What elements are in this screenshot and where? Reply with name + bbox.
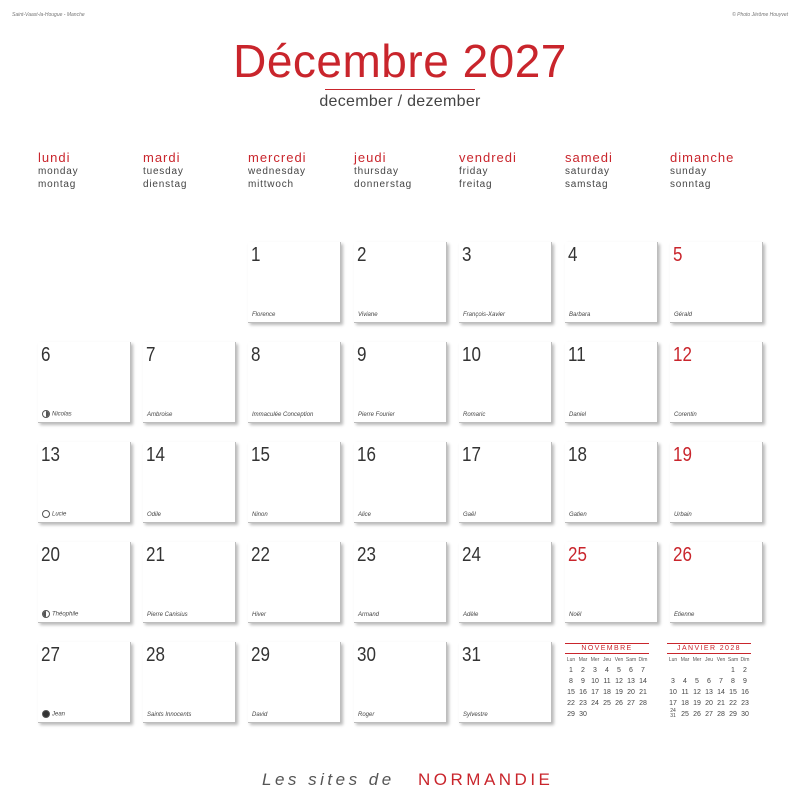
day-cell[interactable] [354, 342, 447, 423]
mini-day: 5 [617, 667, 621, 674]
day-number: 5 [673, 244, 683, 266]
weekday-label-fr: vendredi [459, 150, 517, 165]
saint-name [674, 512, 692, 518]
mini-day: 30 [579, 711, 587, 718]
day-number: 13 [41, 444, 60, 466]
saint-label: Théophile [52, 611, 79, 618]
footer-brand: NORMANDIE [418, 770, 554, 789]
mini-weekday-label: Sam [727, 657, 739, 663]
mini-day: 29 [729, 711, 737, 718]
mini-weekday-label: Mar [578, 657, 588, 663]
mini-calendar-grid [667, 656, 751, 720]
weekday-label-de: donnerstag [354, 179, 413, 190]
weekday-label-de: sonntag [670, 179, 712, 190]
mini-day: 11 [603, 678, 611, 685]
day-number: 23 [357, 544, 376, 566]
saint-label: Gaël [463, 512, 476, 518]
title-block [0, 34, 800, 111]
mini-day: 29 [567, 711, 575, 718]
day-number: 30 [357, 644, 376, 666]
weekday-label-fr: samedi [565, 150, 613, 165]
mini-day: 16 [741, 689, 749, 696]
saint-label: Nicolas [52, 411, 72, 418]
saint-label: Ninon [252, 512, 268, 518]
mini-day: 2 [581, 667, 585, 674]
day-number: 11 [568, 344, 586, 366]
saint-label: Sylvestre [463, 712, 488, 718]
mini-day: 19 [693, 700, 701, 707]
mini-day: 12 [693, 689, 701, 696]
saint-label: Viviane [358, 312, 378, 318]
mini-day [715, 665, 727, 676]
day-cell[interactable] [354, 542, 447, 623]
mini-weekday-label: Ven [614, 657, 624, 663]
photo-credit: © Photo Jérôme Houyvet [732, 12, 788, 18]
saint-label: Odile [147, 512, 162, 518]
saint-label: Immaculée Conception [252, 412, 314, 418]
mini-day: 22 [729, 700, 737, 707]
saint-label: Florence [252, 312, 276, 318]
saint-name [358, 312, 378, 318]
day-cell[interactable] [565, 442, 658, 523]
mini-day [703, 665, 715, 676]
title-underline [325, 89, 475, 90]
mini-weekday-label: Dim [638, 657, 648, 663]
mini-day: 24 [591, 700, 599, 707]
mini-calendar [565, 643, 649, 720]
mini-weekday-label: Mer [692, 657, 702, 663]
weekday-label-en: monday [38, 166, 79, 177]
mini-day: 25 [681, 711, 689, 718]
mini-weekday-label: Ven [716, 657, 726, 663]
mini-day: 2 [743, 667, 747, 674]
mini-day: 27 [705, 711, 713, 718]
day-number: 17 [462, 444, 481, 466]
page-subtitle: december / dezember [319, 93, 481, 110]
mini-weekday-label: Dim [740, 657, 750, 663]
mini-weekday-label: Mar [680, 657, 690, 663]
saint-name [252, 312, 275, 318]
weekday-label-fr: mercredi [248, 150, 307, 165]
mini-day: 10 [591, 678, 599, 685]
weekday-label-de: dienstag [143, 179, 188, 190]
mini-day: 26 [615, 700, 623, 707]
weekday-label-de: montag [38, 179, 77, 190]
mini-calendar-title: JANVIER 2028 [667, 643, 751, 654]
mini-day: 19 [615, 689, 623, 696]
saint-label: Saints Innocents [147, 712, 192, 718]
saint-label: Romaric [463, 412, 486, 418]
mini-day [589, 709, 601, 720]
day-number: 27 [41, 644, 60, 666]
mini-calendar-grid [565, 656, 649, 720]
last-quarter-moon-icon [42, 610, 50, 618]
weekday-label-de: freitag [459, 179, 493, 190]
weekday-label-en: saturday [565, 166, 610, 177]
mini-day: 12 [615, 678, 623, 685]
first-quarter-moon-icon [42, 410, 50, 418]
day-number: 4 [568, 244, 578, 266]
saint-label: Roger [358, 712, 375, 718]
weekday-label-en: friday [459, 166, 489, 177]
mini-day: 8 [569, 678, 573, 685]
mini-day: 9 [743, 678, 747, 685]
saint-name [463, 512, 476, 518]
weekday-header-wednesday [248, 150, 348, 191]
mini-day: 6 [707, 678, 711, 685]
weekday-label-en: tuesday [143, 166, 184, 177]
saint-name [252, 412, 313, 418]
weekday-label-fr: jeudi [354, 150, 387, 165]
mini-day: 3 [593, 667, 597, 674]
weekday-label-en: sunday [670, 166, 708, 177]
day-cell[interactable] [143, 542, 236, 623]
mini-day: 8 [731, 678, 735, 685]
saint-name [569, 412, 586, 418]
saint-label: Daniel [569, 412, 587, 418]
day-cell[interactable] [459, 242, 552, 323]
weekday-label-fr: dimanche [670, 150, 735, 165]
day-number: 24 [462, 544, 481, 566]
mini-calendar-title: NOVEMBRE [565, 643, 649, 654]
saint-name [463, 312, 505, 318]
saint-label: Adèle [463, 612, 479, 618]
mini-day: 23 [579, 700, 587, 707]
day-cell[interactable] [38, 442, 131, 523]
day-cell[interactable] [248, 242, 341, 323]
saint-name [358, 512, 371, 518]
mini-day [667, 665, 679, 676]
mini-day [613, 709, 625, 720]
weekday-header-tuesday [143, 150, 243, 191]
day-number: 20 [41, 544, 60, 566]
day-cell[interactable] [143, 642, 236, 723]
day-cell[interactable] [248, 442, 341, 523]
saint-label: Gérald [674, 312, 693, 318]
weekday-label-de: mittwoch [248, 179, 294, 190]
day-cell[interactable] [565, 542, 658, 623]
saint-name [569, 512, 587, 518]
mini-day: 28 [639, 700, 647, 707]
saint-name [674, 412, 697, 418]
saint-label: Ambroise [147, 412, 173, 418]
mini-day: 25 [603, 700, 611, 707]
day-number: 31 [462, 644, 481, 666]
mini-day [637, 709, 649, 720]
mini-weekday-label: Lun [566, 657, 576, 663]
weekday-label-en: wednesday [248, 166, 306, 177]
day-cell[interactable] [38, 342, 131, 423]
mini-day: 17 [669, 700, 677, 707]
mini-day: 20 [627, 689, 635, 696]
day-cell[interactable] [670, 242, 763, 323]
day-number: 29 [251, 644, 270, 666]
mini-day [691, 665, 703, 676]
mini-day: 4 [683, 678, 687, 685]
saint-label: Alice [358, 512, 372, 518]
day-number: 18 [568, 444, 587, 466]
saint-name [463, 712, 488, 718]
saint-label: Noël [569, 612, 582, 618]
mini-day: 16 [579, 689, 587, 696]
saint-name [358, 412, 395, 418]
saint-name [147, 612, 188, 618]
day-cell[interactable] [354, 242, 447, 323]
day-number: 21 [146, 544, 165, 566]
new-moon-icon [42, 710, 50, 718]
day-number: 28 [146, 644, 165, 666]
day-number: 14 [146, 444, 165, 466]
day-cell[interactable] [248, 642, 341, 723]
day-cell[interactable] [670, 542, 763, 623]
day-cell[interactable] [459, 442, 552, 523]
saint-name [252, 712, 267, 718]
day-cell[interactable] [38, 542, 131, 623]
mini-day: 22 [567, 700, 575, 707]
mini-day: 10 [669, 689, 677, 696]
day-cell[interactable] [143, 442, 236, 523]
mini-day: 27 [627, 700, 635, 707]
saint-name [42, 410, 72, 418]
mini-day: 9 [581, 678, 585, 685]
saint-label: Corentin [674, 412, 697, 418]
day-cell[interactable] [248, 342, 341, 423]
day-number: 12 [673, 344, 692, 366]
weekday-header-monday [38, 150, 138, 191]
saint-name [674, 612, 694, 618]
mini-day: 14 [717, 689, 725, 696]
mini-day: 23 [741, 700, 749, 707]
day-cell[interactable] [143, 342, 236, 423]
saint-label: Jean [52, 711, 66, 718]
saint-name [42, 510, 66, 518]
saint-label: Hiver [252, 612, 267, 618]
saint-label: Armand [358, 612, 380, 618]
saint-name [252, 612, 266, 618]
saint-label: David [252, 712, 268, 718]
day-number: 15 [251, 444, 270, 466]
saint-label: Pierre Canisius [147, 612, 188, 618]
mini-day: 26 [693, 711, 701, 718]
saint-label: François-Xavier [463, 312, 506, 318]
day-number: 7 [146, 344, 156, 366]
mini-day: 7 [641, 667, 645, 674]
mini-day [625, 709, 637, 720]
saint-name [147, 412, 172, 418]
day-cell[interactable] [459, 642, 552, 723]
mini-day: 21 [639, 689, 647, 696]
day-cell[interactable] [354, 642, 447, 723]
mini-day: 17 [591, 689, 599, 696]
mini-day: 4 [605, 667, 609, 674]
day-cell[interactable] [565, 342, 658, 423]
mini-weekday-label: Jeu [602, 657, 612, 663]
mini-weekday-label: Sam [625, 657, 637, 663]
weekday-header-saturday [565, 150, 665, 191]
day-number: 22 [251, 544, 270, 566]
saint-label: Lucie [52, 511, 67, 518]
saint-name [358, 712, 374, 718]
mini-day: 3 [671, 678, 675, 685]
day-cell[interactable] [248, 542, 341, 623]
mini-weekday-label: Mer [590, 657, 600, 663]
weekday-label-fr: lundi [38, 150, 71, 165]
mini-day: 20 [705, 700, 713, 707]
mini-day: 1 [731, 667, 735, 674]
saint-name [147, 512, 161, 518]
day-number: 3 [462, 244, 472, 266]
day-number: 9 [357, 344, 367, 366]
weekday-label-en: thursday [354, 166, 399, 177]
saint-name [569, 312, 590, 318]
day-cell[interactable] [459, 542, 552, 623]
day-number: 2 [357, 244, 367, 266]
day-number: 26 [673, 544, 692, 566]
saint-label: Barbara [569, 312, 591, 318]
day-cell[interactable] [565, 242, 658, 323]
mini-day: 5 [695, 678, 699, 685]
mini-day: 21 [717, 700, 725, 707]
saint-label: Etienne [674, 612, 695, 618]
day-number: 1 [251, 244, 261, 266]
mini-day: 28 [717, 711, 725, 718]
saint-name [463, 612, 478, 618]
page-title: Décembre 2027 [233, 35, 567, 87]
mini-day: 14 [639, 678, 647, 685]
mini-weekday-label: Jeu [704, 657, 714, 663]
mini-weekday-label: Lun [668, 657, 678, 663]
mini-day: 18 [603, 689, 611, 696]
mini-day [679, 665, 691, 676]
day-number: 8 [251, 344, 261, 366]
mini-day: 15 [729, 689, 737, 696]
weekday-header-sunday [670, 150, 770, 191]
photo-location: Saint-Vaast-la-Hougue - Manche [12, 12, 85, 18]
weekday-label-fr: mardi [143, 150, 181, 165]
day-cell[interactable] [670, 342, 763, 423]
weekday-header-friday [459, 150, 559, 191]
day-number: 25 [568, 544, 587, 566]
saint-label: Pierre Fourier [358, 412, 395, 418]
weekday-header-thursday [354, 150, 454, 191]
mini-day: 1 [569, 667, 573, 674]
mini-calendar [667, 643, 751, 720]
day-cell[interactable] [354, 442, 447, 523]
mini-day: 15 [567, 689, 575, 696]
saint-name [147, 712, 191, 718]
day-cell[interactable] [670, 442, 763, 523]
saint-label: Gatien [569, 512, 587, 518]
mini-day: 24 31 [670, 708, 676, 719]
mini-day: 7 [719, 678, 723, 685]
saint-name [569, 612, 581, 618]
mini-day [601, 709, 613, 720]
day-number: 19 [673, 444, 692, 466]
saint-name [42, 710, 65, 718]
mini-day: 13 [705, 689, 713, 696]
day-cell[interactable] [459, 342, 552, 423]
saint-name [674, 312, 692, 318]
mini-day: 6 [629, 667, 633, 674]
saint-name [358, 612, 379, 618]
day-number: 6 [41, 344, 51, 366]
mini-day: 30 [741, 711, 749, 718]
weekday-label-de: samstag [565, 179, 609, 190]
mini-day: 11 [681, 689, 689, 696]
day-number: 16 [357, 444, 376, 466]
saint-name [252, 512, 268, 518]
saint-label: Urbain [674, 512, 692, 518]
day-cell[interactable] [38, 642, 131, 723]
saint-name [42, 610, 78, 618]
day-number: 10 [462, 344, 481, 366]
full-moon-icon [42, 510, 50, 518]
saint-name [463, 412, 485, 418]
mini-day: 13 [627, 678, 635, 685]
footer-prefix: Les sites de [262, 770, 395, 789]
mini-day: 18 [681, 700, 689, 707]
